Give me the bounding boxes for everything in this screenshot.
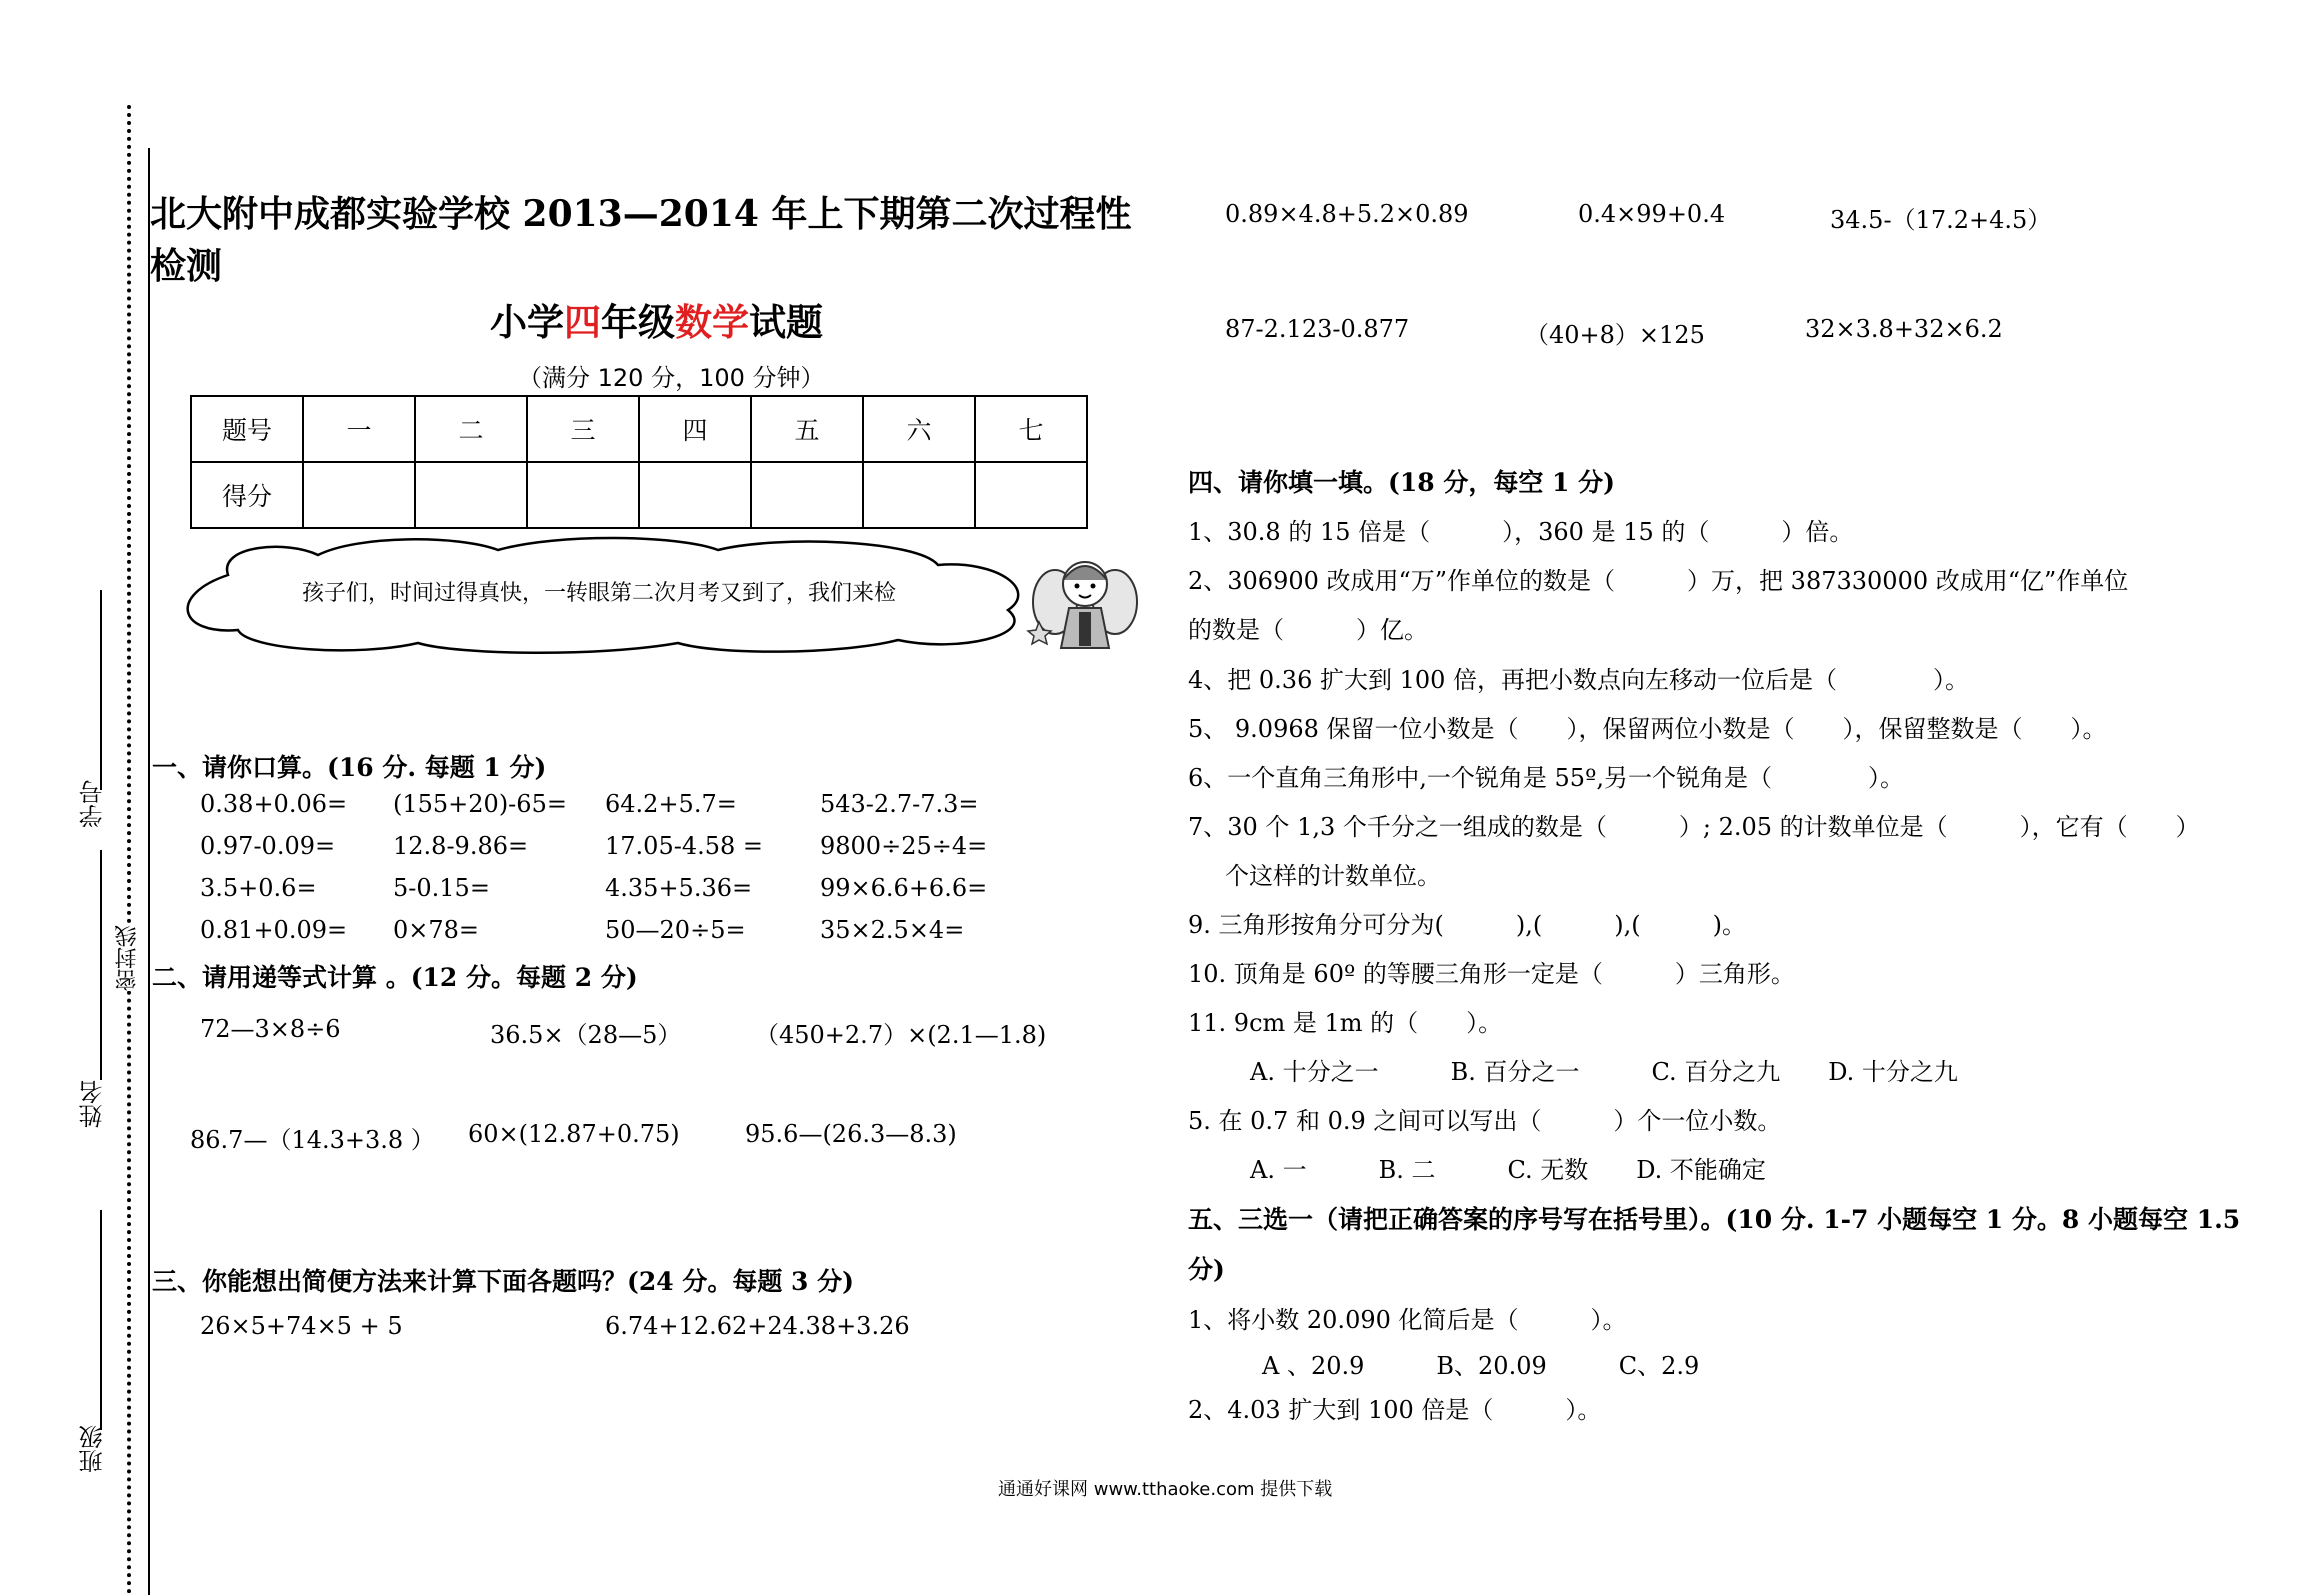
calc-item: 9800÷25÷4=: [820, 832, 988, 860]
score-cell: [751, 462, 863, 528]
cloud-text: 孩子们，时间过得真快，一转眼第二次月考又到了，我们来检: [302, 581, 897, 606]
simple-calc-item: 32×3.8+32×6.2: [1805, 315, 2003, 343]
section1-heading: 一、请你口算。(16 分. 每题 1 分): [152, 753, 547, 782]
score-cell: [303, 462, 415, 528]
score-table-col: 三: [527, 396, 639, 462]
score-cell: [863, 462, 975, 528]
class-blank: [100, 1210, 102, 1430]
simple-calc-item: （40+8）×125: [1525, 321, 1705, 349]
fill-question: 1、30.8 的 15 倍是（ ），360 是 15 的（ ）倍。: [1188, 518, 1854, 546]
step-calc-item: 72—3×8÷6: [200, 1015, 341, 1043]
fill-question: 个这样的计数单位。: [1225, 862, 1441, 890]
score-table-col: 二: [415, 396, 527, 462]
step-calc-item: 95.6—(26.3—8.3): [745, 1120, 957, 1148]
fill-question: 7、30 个 1,3 个千分之一组成的数是（ ）; 2.05 的计数单位是（ ），它有（ ）: [1188, 813, 2200, 841]
calc-item: 35×2.5×4=: [820, 916, 965, 944]
score-table-col: 四: [639, 396, 751, 462]
calc-item: 17.05-4.58 =: [605, 832, 763, 860]
choice-options: A 、20.9 B、20.09 C、2.9: [1262, 1352, 1700, 1380]
binding-dashed-line: [127, 105, 131, 1595]
simple-calc-item: 0.89×4.8+5.2×0.89: [1225, 200, 1469, 228]
simple-calc-item: 34.5-（17.2+4.5）: [1830, 206, 2052, 234]
section5-heading: 五、三选一（请把正确答案的序号写在括号里）。(10 分. 1-7 小题每空 1 分。8 小题每空 1.5: [1188, 1205, 2241, 1234]
score-cell: [415, 462, 527, 528]
score-table: [190, 395, 1088, 529]
score-table-col: 六: [863, 396, 975, 462]
calc-item: 99×6.6+6.6=: [820, 874, 988, 902]
score-cell: [975, 462, 1087, 528]
calc-item: 50—20÷5=: [605, 916, 746, 944]
calc-item: (155+20)-65=: [393, 790, 567, 818]
calc-item: 4.35+5.36=: [605, 874, 753, 902]
calc-item: 12.8-9.86=: [393, 832, 529, 860]
fill-question: 4、把 0.36 扩大到 100 倍，再把小数点向左移动一位后是（ ）。: [1188, 666, 1970, 694]
step-calc-item: （450+2.7）×(2.1—1.8): [755, 1021, 1047, 1049]
simple-calc-item: 87-2.123-0.877: [1225, 315, 1410, 343]
subtitle-part: 小学: [490, 300, 564, 344]
fill-question: 的数是（ ）亿。: [1188, 616, 1428, 644]
fill-question: 5、 9.0968 保留一位小数是（ ），保留两位小数是（ ），保留整数是（ ）。: [1188, 715, 2107, 743]
subtitle-grade: 四: [564, 300, 601, 344]
simple-calc-item: 6.74+12.62+24.38+3.26: [605, 1312, 910, 1340]
score-table-score-row: [191, 462, 1087, 528]
choice-question: 2、4.03 扩大到 100 倍是（ ）。: [1188, 1396, 1602, 1424]
student-no-label: 学号: [79, 780, 107, 828]
section3-heading: 三、你能想出简便方法来计算下面各题吗？(24 分。每题 3 分): [152, 1267, 854, 1296]
class-label: 班级: [79, 1425, 107, 1473]
choice-question: 1、将小数 20.090 化简后是（ ）。: [1188, 1306, 1627, 1334]
seal-line-label: 密封线: [112, 925, 143, 991]
fill-question: 10. 顶角是 60º 的等腰三角形一定是（ ）三角形。: [1188, 960, 1795, 988]
fill-question: 9. 三角形按角分可分为( ),( ),( )。: [1188, 911, 1746, 939]
exam-subtitle: [490, 292, 823, 346]
calc-item: 0.81+0.09=: [200, 916, 348, 944]
calc-item: 5-0.15=: [393, 874, 490, 902]
simple-calc-item: 0.4×99+0.4: [1578, 200, 1726, 228]
section2-heading: 二、请用递等式计算 。(12 分。每题 2 分): [152, 963, 638, 992]
score-table-col: 一: [303, 396, 415, 462]
calc-item: 0.97-0.09=: [200, 832, 336, 860]
simple-calc-item: 26×5+74×5 + 5: [200, 1312, 403, 1340]
step-calc-item: 36.5×（28—5）: [490, 1021, 682, 1049]
name-label: 姓名: [79, 1080, 107, 1128]
choice-options: A. 十分之一 B. 百分之一 C. 百分之九 D. 十分之九: [1250, 1058, 1958, 1086]
section4-heading: 四、请你填一填。(18 分，每空 1 分): [1188, 468, 1615, 497]
name-blank: [100, 850, 102, 1080]
score-table-row2-label: 得分: [191, 462, 303, 528]
exam-title: 北大附中成都实验学校 2013—2014 年上下期第二次过程性检测: [150, 193, 1132, 287]
footer-credit: 通通好课网 www.tthaoke.com 提供下载: [998, 1479, 1333, 1500]
score-cell: [639, 462, 751, 528]
margin-solid-line: [148, 148, 150, 1595]
calc-item: 64.2+5.7=: [605, 790, 737, 818]
calc-item: 0×78=: [393, 916, 480, 944]
step-calc-item: 60×(12.87+0.75): [468, 1120, 680, 1148]
fill-question: 2、306900 改成用“万”作单位的数是（ ）万，把 387330000 改成用“亿”作单位: [1188, 567, 2129, 595]
score-cell: [527, 462, 639, 528]
score-table-row1-label: 题号: [191, 396, 303, 462]
calc-item: 543-2.7-7.3=: [820, 790, 979, 818]
fill-question: 6、一个直角三角形中,一个锐角是 55º,另一个锐角是（ ）。: [1188, 764, 1904, 792]
score-table-col: 五: [751, 396, 863, 462]
score-table-header-row: [191, 396, 1087, 462]
subtitle-part: 试题: [749, 300, 823, 344]
choice-options: A. 一 B. 二 C. 无数 D. 不能确定: [1250, 1156, 1766, 1184]
calc-item: 0.38+0.06=: [200, 790, 348, 818]
student-no-blank: [100, 590, 102, 790]
calc-item: 3.5+0.6=: [200, 874, 317, 902]
fill-question: 11. 9cm 是 1m 的（ ）。: [1188, 1009, 1503, 1037]
section5-heading-cont: 分): [1188, 1255, 1225, 1284]
score-table-col: 七: [975, 396, 1087, 462]
step-calc-item: 86.7—（14.3+3.8 ）: [190, 1126, 435, 1154]
fill-question: 5. 在 0.7 和 0.9 之间可以写出（ ）个一位小数。: [1188, 1107, 1782, 1135]
subtitle-subject: 数学: [675, 300, 749, 344]
subtitle-part: 年级: [601, 300, 675, 344]
fairy-illustration-icon: [1025, 552, 1145, 662]
score-note: （满分 120 分，100 分钟）: [518, 364, 825, 392]
